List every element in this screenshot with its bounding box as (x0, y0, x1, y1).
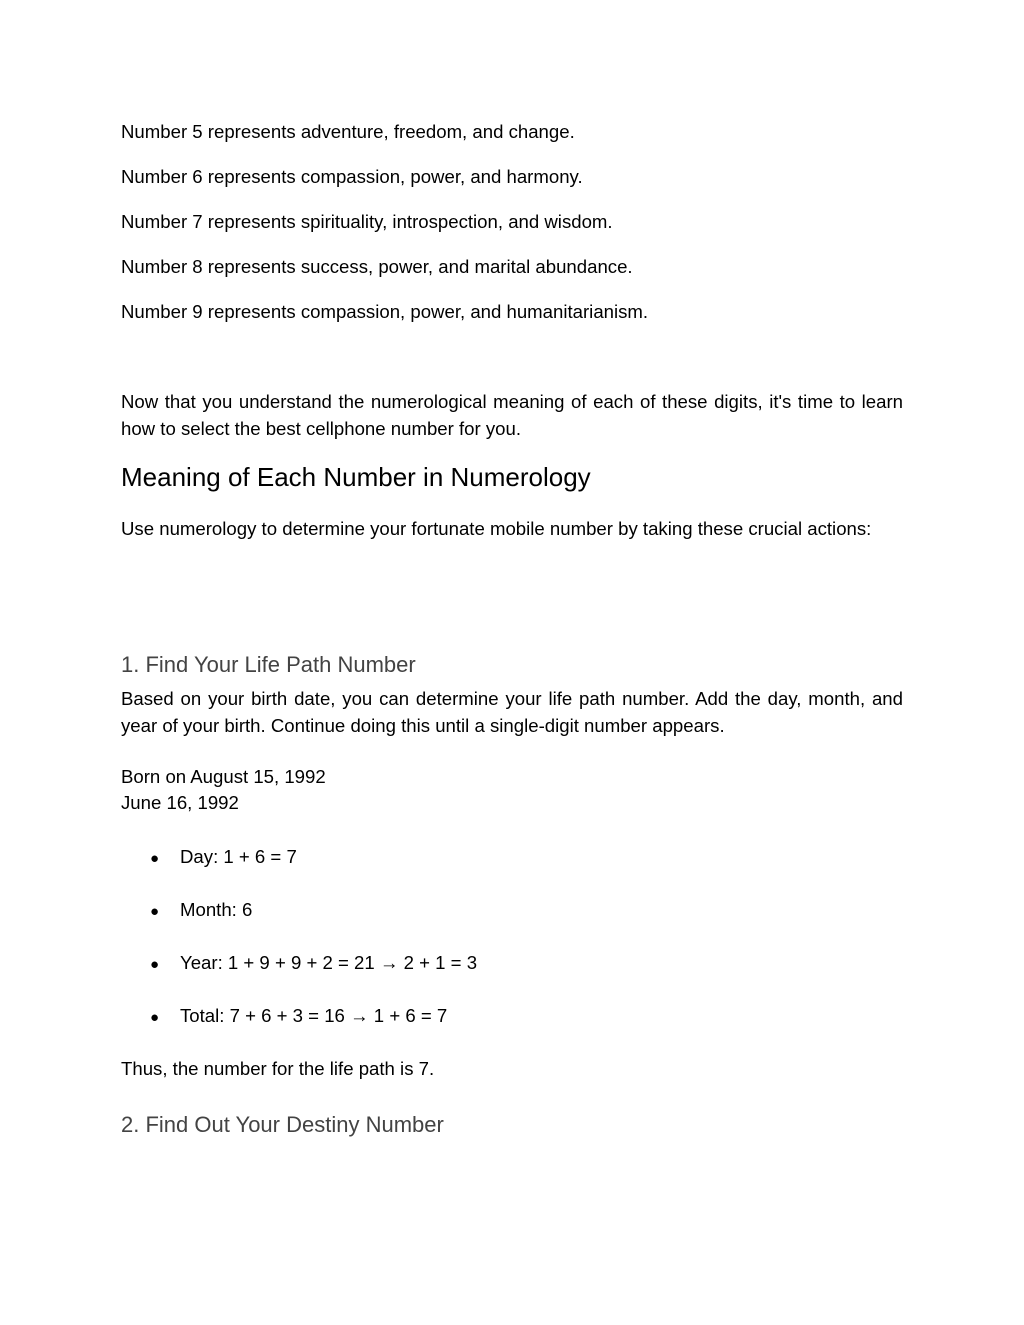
bullet-icon: ● (150, 903, 160, 920)
bullet-year: Year: 1 + 9 + 9 + 2 = 21 → 2 + 1 = 3 (180, 952, 478, 973)
bullet-total: Total: 7 + 6 + 3 = 16 → 1 + 6 = 7 (180, 1005, 448, 1026)
meaning-line-8: Number 8 represents success, power, and marital abundance. (121, 256, 633, 277)
list-item (150, 1003, 447, 1031)
section-paragraph: Use numerology to determine your fortunate mobile number by taking these crucial actions: (121, 518, 872, 539)
step2-heading: 2. Find Out Your Destiny Number (121, 1112, 444, 1137)
intro-paragraph: Now that you understand the numerological meaning of each of these digits, it's time to learn how to select the best cellphone number for you. (121, 391, 903, 439)
meaning-line-6: Number 6 represents compassion, power, and harmony. (121, 166, 583, 187)
step1-heading: 1. Find Your Life Path Number (121, 652, 416, 677)
meaning-line-9: Number 9 represents compassion, power, and humanitarianism. (121, 301, 649, 322)
list-item (150, 897, 252, 925)
example-birth-date: Born on August 15, 1992 (121, 766, 326, 787)
bullet-icon: ● (150, 956, 160, 973)
meaning-line-5: Number 5 represents adventure, freedom, and change. (121, 121, 575, 142)
section-heading: Meaning of Each Number in Numerology (121, 462, 591, 492)
meaning-line-7: Number 7 represents spirituality, introspection, and wisdom. (121, 211, 613, 232)
bullet-month: Month: 6 (180, 899, 253, 920)
list-item (150, 844, 297, 872)
step1-paragraph: Based on your birth date, you can determine your life path number. Add the day, month, and year of your birth. Continue doing this until a single-digit number appears. (121, 688, 903, 736)
step1-conclusion: Thus, the number for the life path is 7. (121, 1058, 435, 1079)
bullet-icon: ● (150, 850, 160, 867)
bullet-day: Day: 1 + 6 = 7 (180, 846, 297, 867)
example-date: June 16, 1992 (121, 792, 239, 813)
bullet-icon: ● (150, 1009, 160, 1026)
list-item (150, 950, 477, 978)
